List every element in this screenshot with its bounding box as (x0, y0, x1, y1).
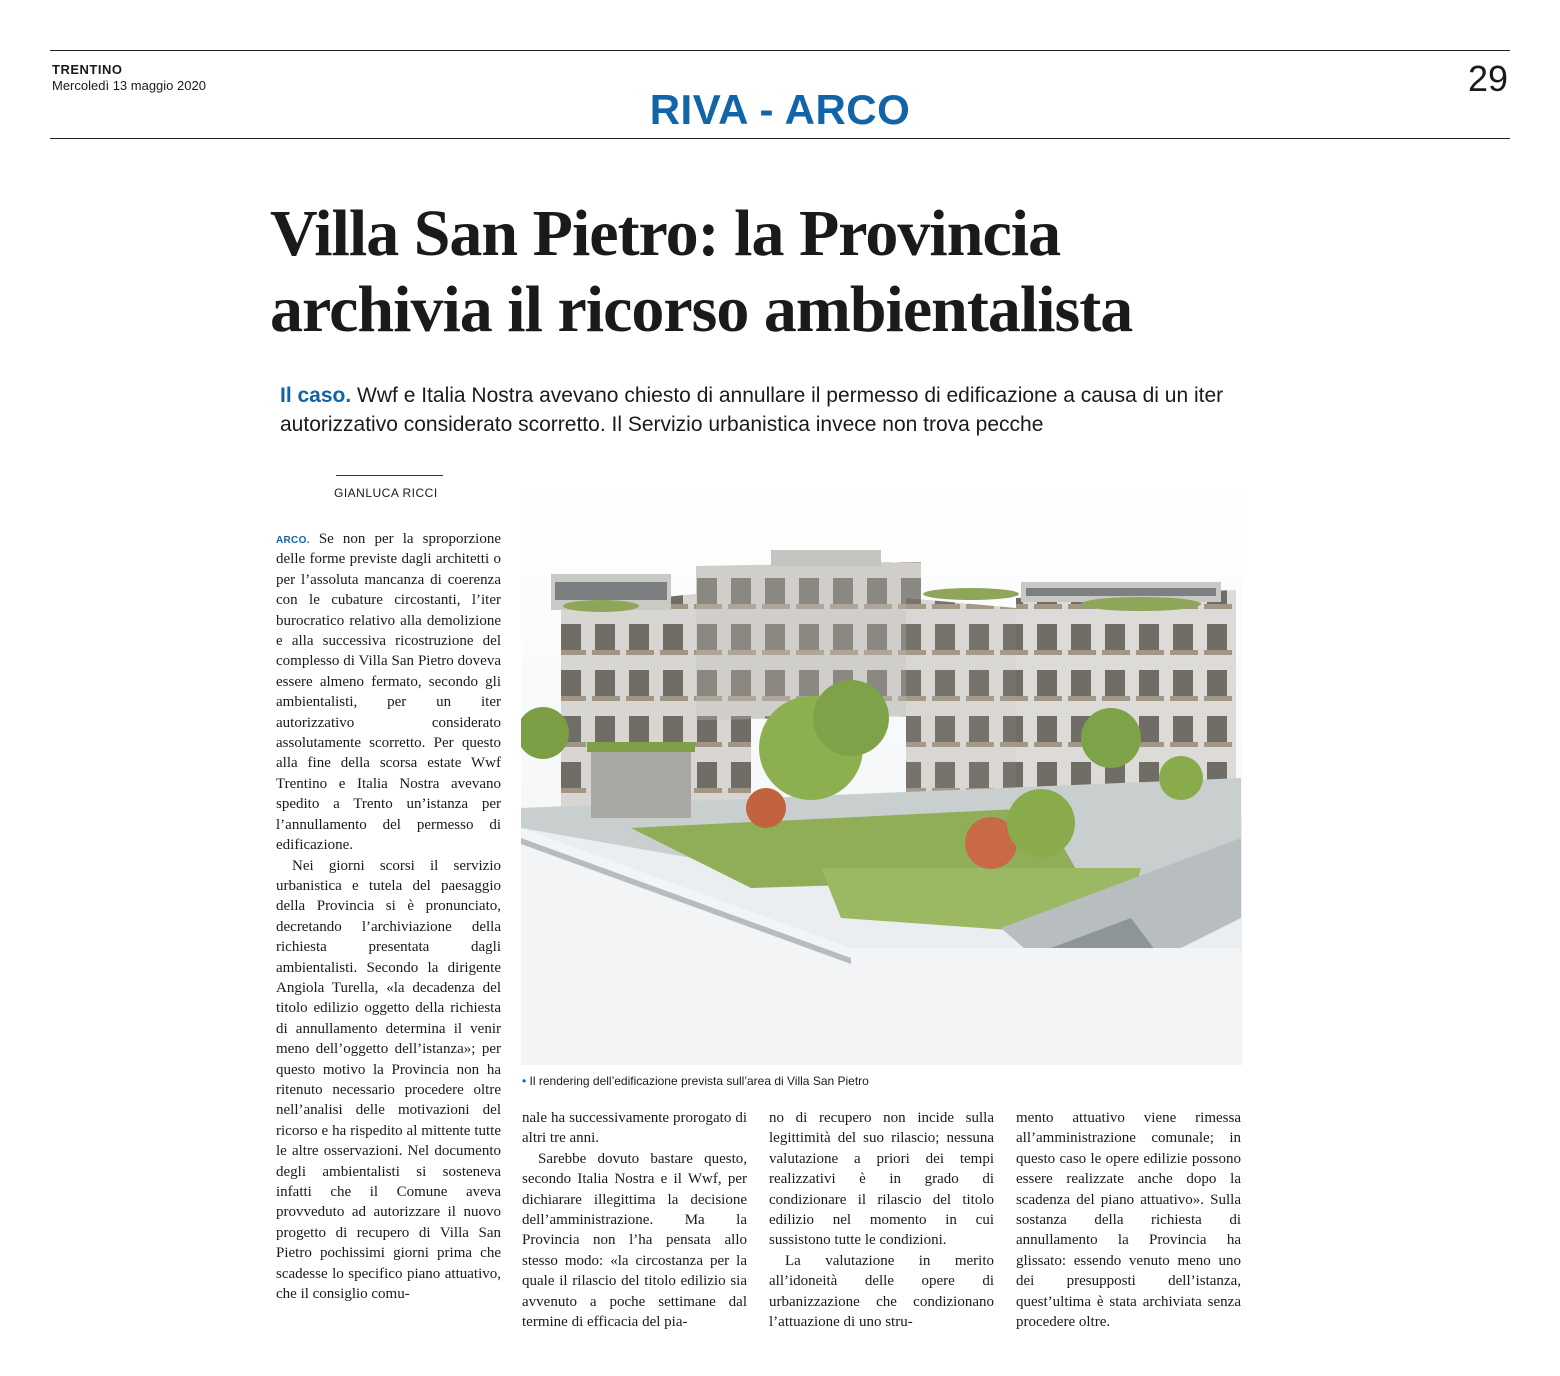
headline-line-2: archivia il ricorso ambientalista (270, 273, 1133, 346)
caption-bullet-icon: • (522, 1074, 527, 1088)
paragraph: Nei giorni scorsi il servizio urbanistica e tutela del paesaggio della Provincia si è pronunciato, decretando l’archiviazione della richiesta presentata dagli ambientalisti. Secondo la dirigente Angiola Turella, «la decadenza del titolo edilizio oggetto della richiesta di annullamento determina il venir meno dell’oggetto dell’istanza»; per questo motivo la Provincia non ha ritenuto necessario procedere oltre nell’analisi delle motivazioni del ricorso e ha rispedito al mittente tutte le altre osservazioni. Nel documento degli ambientalisti si sosteneva infatti che il Comune aveva provveduto ad autorizzare il nuovo progetto di recupero di Villa San Pietro pochissimi giorni prima che scadesse lo specifico piano attuativo, che il consiglio comu- (276, 857, 501, 1303)
headline (270, 196, 1280, 348)
byline-rule (336, 475, 443, 476)
dateline: ARCO. (276, 535, 310, 546)
paragraph: nale ha successivamente prorogato di altri tre anni. (522, 1110, 747, 1147)
section-title: RIVA - ARCO (649, 86, 911, 133)
subheadline-text: Wwf e Italia Nostra avevano chiesto di annullare il permesso di edificazione a causa di un iter autorizzativo considerato scorretto. Il Servizio urbanistica invece non trova pecche (280, 384, 1224, 436)
article-column-2 (522, 1108, 747, 1332)
page-number: 29 (1467, 58, 1508, 99)
byline: GIANLUCA RICCI (334, 486, 438, 500)
issue-date: Mercoledì 13 maggio 2020 (52, 78, 206, 93)
paragraph: ARCO. Se non per la sproporzione delle forme previste dagli architetti o per l’assoluta mancanza di coerenza con le cubature circostanti, l’iter burocratico relativo alla demolizione e alla successiva ricostruzione del complesso di Villa San Pietro doveva essere almeno fermato, secondo gli ambientalisti, per un iter autorizzativo considerato assolutamente scorretto. Per questo alla fine della scorsa estate Wwf Trentino e Italia Nostra avevano spedito a Trento un’istanza per l’annullamento del permesso di edificazione. (276, 531, 501, 854)
headline-line-1: Villa San Pietro: la Provincia (270, 197, 1061, 270)
paragraph: Sarebbe dovuto bastare questo, secondo Italia Nostra e il Wwf, per dichiarare illegittima la decisione dell’amministrazione. Ma la Provincia non l’ha pensata allo stesso modo: «la circostanza per la quale il rilascio del titolo edilizio sia avvenuto a poche settimane dal termine di efficacia del pia- (522, 1150, 747, 1331)
paragraph: mento attuativo viene rimessa all’amministrazione comunale; in questo caso le opere edilizie possono essere realizzate anche dopo la scadenza del piano attuativo». Sulla sostanza della richiesta di annullamento la Provincia ha glissato: essendo venuto meno uno dei presupposti dell’istanza, quest’ultima è stata archiviata senza procedere oltre. (1016, 1110, 1241, 1331)
paragraph: no di recupero non incide sulla legittimità del suo rilascio; nessuna valutazione a priori dei tempi realizzativi è in grado di condizionare il rilascio del titolo edilizio nel momento in cui sussistono tutte le condizioni. (769, 1110, 994, 1249)
photo-caption: • Il rendering dell’edificazione prevista sull’area di Villa San Pietro (522, 1074, 869, 1088)
header-rule (50, 138, 1510, 139)
article-column-3 (769, 1108, 994, 1332)
kicker: Il caso. (280, 384, 352, 407)
paper-name: TRENTINO (52, 62, 123, 77)
rendering-photo (521, 478, 1242, 1065)
paragraph: La valutazione in merito all’idoneità delle opere di urbanizzazione che condizionano l’attuazione di uno stru- (769, 1252, 994, 1331)
subheadline (280, 381, 1260, 439)
article-column-1 (276, 529, 501, 1304)
article-column-4 (1016, 1108, 1241, 1332)
top-rule (50, 50, 1510, 51)
